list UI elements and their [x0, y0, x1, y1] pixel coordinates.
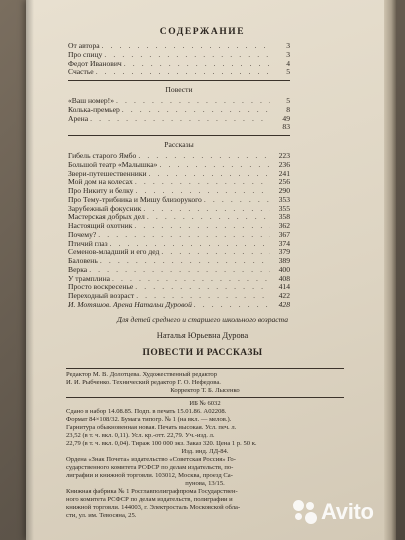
toc-entry-page: 362 [278, 221, 290, 230]
imprint-block [66, 366, 344, 520]
toc-entry-page: 5 [286, 96, 290, 105]
toc-entry-page: 3 [286, 49, 290, 59]
toc-entry-page: 49 [282, 113, 290, 123]
author-name: Наталья Юрьевна Дурова [156, 331, 249, 340]
toc-entry-title: Птичий глаз [68, 238, 108, 248]
toc-entry-page: 290 [278, 186, 290, 195]
toc-entry-title: Семенов-младший и его дед [68, 247, 160, 257]
toc-entry-page: 400 [278, 264, 290, 274]
toc-entry [68, 123, 290, 132]
toc-front-matter [68, 42, 290, 77]
toc-entry-title: Гибель старого Ямбо [68, 151, 137, 160]
toc-section-heading: Повести [68, 80, 290, 97]
avito-watermark [292, 498, 392, 526]
toc-entry-page: 4 [286, 58, 290, 68]
toc-entry-title: Мой дом на колесах [68, 177, 133, 187]
toc-entry-title: Настоящий охотник [68, 221, 133, 230]
toc-entry-page: 374 [278, 238, 290, 248]
book-title: ПОВЕСТИ И РАССКАЗЫ [142, 348, 263, 358]
toc-entry-page: 428 [278, 299, 290, 309]
imprint-line: Корректор Т. Б. Лысенко [170, 387, 240, 394]
toc-entry-page: 358 [278, 212, 290, 222]
imprint-line: пунова, 13/15. [185, 480, 225, 487]
toc-entry-title: «Ваш номер!» [68, 96, 114, 105]
toc-entry-title: Колька-премьер [68, 104, 120, 114]
toc-entry-title: Мастерская добрых дел [68, 212, 145, 222]
imprint-line: сти, ул. им. Тевосяна, 25. [66, 512, 137, 519]
imprint-line: лиграфии и книжной торговли. 103012, Москва, проезд Са- [66, 472, 233, 479]
imprint-line: Редактор М. В. Долотцева. Художественный редактор [66, 371, 218, 378]
toc-entry-page: 355 [278, 203, 290, 213]
toc-closing-entry [68, 301, 290, 310]
toc-entry-page: 223 [278, 151, 290, 160]
imprint-line: 23,52 (в т. ч. вкл. 0,11). Усл. кр.-отт. 22,79. Уч.-изд. л. [66, 432, 215, 439]
toc-entry-title: Баловень [68, 256, 98, 265]
toc-entry-title: И. Мотяшов. Арена Натальи Дуровой [68, 299, 192, 309]
toc-entry-title: Про спицу [68, 49, 103, 59]
toc-entry-page: 353 [278, 194, 290, 204]
toc-entry-page: 422 [278, 291, 290, 300]
toc-entry-page: 241 [278, 168, 290, 178]
avito-logo-icon [292, 499, 318, 525]
divider [66, 368, 344, 369]
toc-title: СОДЕРЖАНИЕ [159, 27, 246, 37]
toc-entry-title: Большой театр «Малышка» [68, 159, 158, 169]
toc-entry-title: Просто воскресенье [68, 282, 134, 292]
imprint-line: Ордена «Знак Почета» издательство «Советская Россия» Го- [66, 456, 236, 463]
imprint-line: книжной торговли. 144003, г. Электросталь Московской обла- [66, 504, 241, 511]
toc-entry [68, 68, 290, 77]
toc-entry [68, 115, 290, 124]
toc-entry-title: Федот Иванович [68, 58, 122, 68]
imprint-line: 22,79 (в т. ч. вкл. 0,04). Тираж 100 000 экз. Заказ 320. Цена 1 р. 50 к. [66, 440, 257, 447]
page-fold-shadow [26, 0, 34, 540]
imprint-line: И. И. Рыбченко. Технический редактор Г. О. Нефедова. [66, 379, 221, 386]
imprint-line: ИБ № 6032 [189, 400, 221, 407]
imprint-line: Сдано в набор 14.08.85. Подп. в печать 15.01.86. А02208. [66, 408, 227, 415]
toc-entry-title: Почему? [68, 229, 97, 239]
table-of-contents [68, 42, 290, 310]
toc-entry-title: Переходный возраст [68, 291, 135, 300]
toc-section-heading: Рассказы [68, 135, 290, 152]
toc-entry-title: От автора [68, 41, 100, 50]
toc-entry-page: 408 [278, 273, 290, 283]
toc-entry-title: Про Тему-трибника и Мишу близорукого [68, 194, 202, 204]
toc-entry-title: Верка [68, 264, 88, 274]
page-stack-edge [384, 0, 396, 540]
toc-entry [68, 222, 290, 231]
imprint-line: Книжная фабрика № 1 Росглавполиграфпрома Государствен- [66, 488, 238, 495]
imprint-line: ного комитета РСФСР по делам издательств, полиграфии и [66, 496, 233, 503]
toc-section-stories-long [68, 97, 290, 132]
toc-entry [68, 257, 290, 266]
toc-entry-page: 3 [286, 41, 290, 50]
toc-entry-title: Зарубежный фокусник [68, 203, 142, 213]
toc-entry-page: 83 [282, 122, 290, 132]
imprint-line: Изд. инд. ЛД-84. [181, 448, 229, 455]
toc-entry-page: 414 [278, 282, 290, 292]
toc-entry-page: 5 [286, 67, 290, 77]
toc-entry [68, 248, 290, 257]
imprint-line: сударственного комитета РСФСР по делам издательств, по- [66, 464, 234, 471]
toc-entry [68, 60, 290, 69]
audience-note: Для детей среднего и старшего школьного возраста [116, 315, 289, 324]
toc-entry-title: Счастье [68, 67, 94, 77]
imprint-line: Формат 84×108/32. Бумага типогр. № 1 (на вкл. — мелов.). [66, 416, 232, 423]
imprint-line: Гарнитура обыкновенная новая. Печать высокая. Усл. печ. л. [66, 424, 237, 431]
toc-entry-page: 8 [286, 104, 290, 114]
toc-entry-title: Про Никиту и белку [68, 186, 134, 195]
toc-entry-page: 379 [278, 247, 290, 257]
toc-entry-title: Арена [68, 113, 89, 123]
divider [66, 397, 344, 398]
toc-entry-page: 367 [278, 229, 290, 239]
toc-entry-page: 389 [278, 256, 290, 265]
watermark-text: Avito [321, 499, 374, 524]
toc-entry-page: 256 [278, 177, 290, 187]
toc-entry [68, 106, 290, 115]
toc-entry-title: Звери-путешественники [68, 168, 147, 178]
toc-entry-title: У трамплина [68, 273, 111, 283]
toc-section-stories-short [68, 152, 290, 301]
toc-entry-page: 236 [278, 159, 290, 169]
